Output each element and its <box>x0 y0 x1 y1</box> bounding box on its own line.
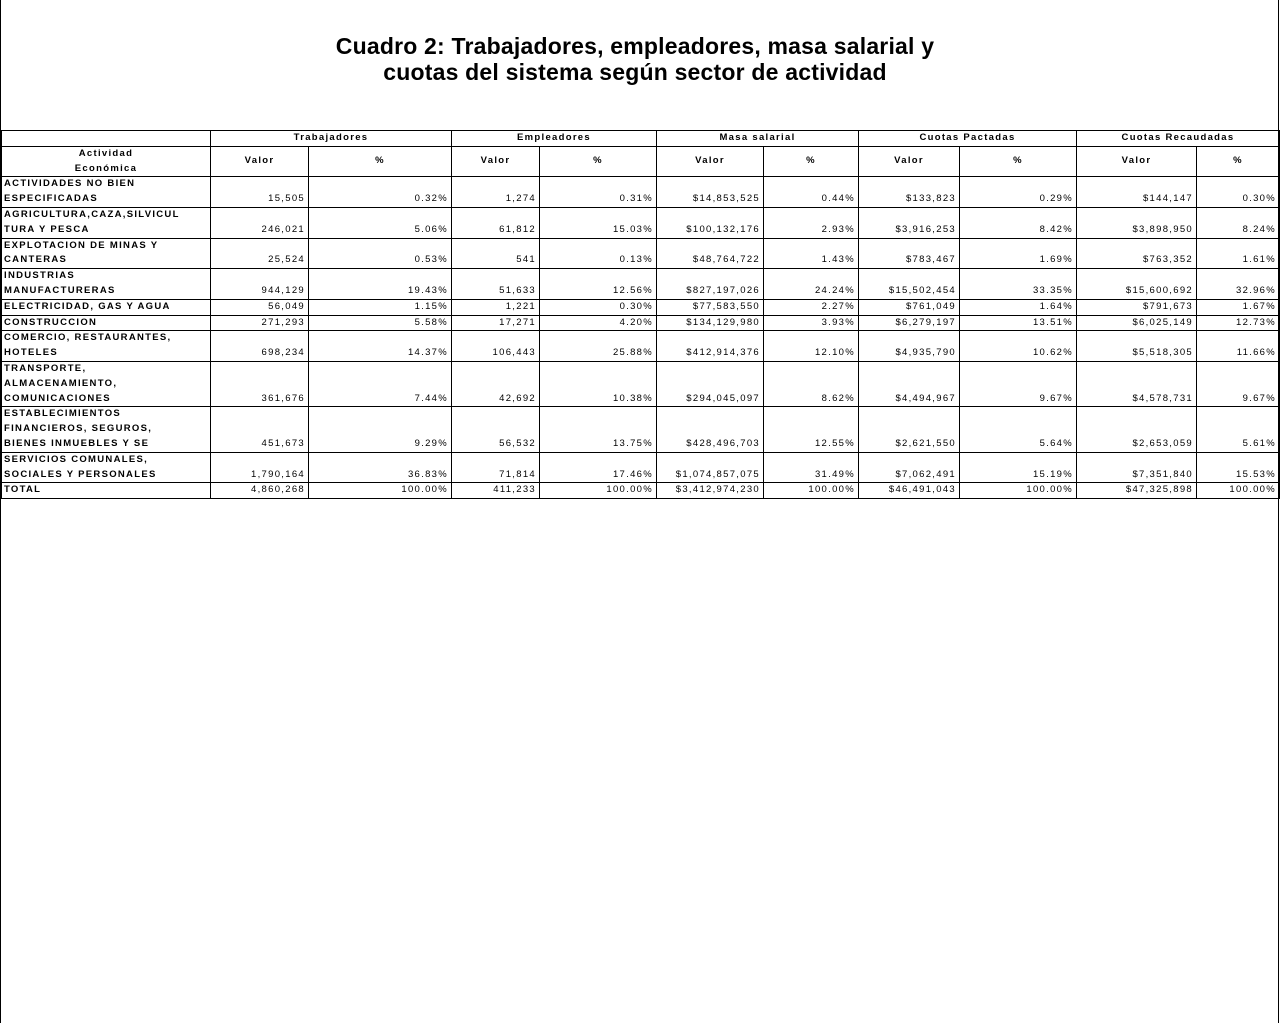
row-label-line: CANTERAS <box>4 254 68 266</box>
subheader-valor: Valor <box>452 146 540 177</box>
header-blank-cell <box>2 131 211 147</box>
row-label-line: FINANCIEROS, SEGUROS, <box>4 423 153 435</box>
table-row <box>2 483 1280 499</box>
value-cell: 42,692 <box>452 361 540 406</box>
table-row <box>2 315 1280 331</box>
percent-cell: 2.93% <box>764 207 859 238</box>
percent-cell: 1.61% <box>1197 238 1280 269</box>
percent-cell: 0.13% <box>540 238 657 269</box>
value-cell: 698,234 <box>211 331 309 362</box>
row-label-line: EXPLOTACION DE MINAS Y <box>4 239 159 251</box>
value-cell: $48,764,722 <box>657 238 764 269</box>
row-label <box>2 269 211 300</box>
header-actividad-line-1: Actividad <box>78 147 134 159</box>
value-cell: $2,621,550 <box>859 407 960 452</box>
value-cell: 541 <box>452 238 540 269</box>
row-label-line: ACTIVIDADES NO BIEN <box>4 178 136 190</box>
row-label-line: COMUNICACIONES <box>4 392 111 404</box>
value-cell: $100,132,176 <box>657 207 764 238</box>
row-label-line: ESPECIFICADAS <box>4 193 98 205</box>
table-row <box>2 238 1280 269</box>
subheader-valor: Valor <box>211 146 309 177</box>
value-cell: $3,898,950 <box>1077 207 1197 238</box>
row-label <box>2 452 211 483</box>
row-label-line: TOTAL <box>4 484 42 496</box>
row-label-line: TRANSPORTE, <box>4 362 87 374</box>
value-cell: 944,129 <box>211 269 309 300</box>
value-cell: $2,653,059 <box>1077 407 1197 452</box>
row-label <box>2 207 211 238</box>
value-cell: 1,790,164 <box>211 452 309 483</box>
data-table <box>1 130 1280 499</box>
percent-cell: 1.67% <box>1197 299 1280 315</box>
value-cell: 106,443 <box>452 331 540 362</box>
percent-cell: 12.56% <box>540 269 657 300</box>
percent-cell: 8.42% <box>960 207 1077 238</box>
header-empleadores: Empleadores <box>452 131 657 147</box>
row-label-line: TURA Y PESCA <box>4 223 90 235</box>
percent-cell: 11.66% <box>1197 331 1280 362</box>
percent-cell: 24.24% <box>764 269 859 300</box>
table-row <box>2 299 1280 315</box>
percent-cell: 13.51% <box>960 315 1077 331</box>
percent-cell: 31.49% <box>764 452 859 483</box>
percent-cell: 32.96% <box>1197 269 1280 300</box>
value-cell: $46,491,043 <box>859 483 960 499</box>
percent-cell: 19.43% <box>309 269 452 300</box>
row-label-line: BIENES INMUEBLES Y SE <box>4 437 150 449</box>
value-cell: 1,221 <box>452 299 540 315</box>
percent-cell: 2.27% <box>764 299 859 315</box>
row-label-line: SERVICIOS COMUNALES, <box>4 453 149 465</box>
value-cell: $294,045,097 <box>657 361 764 406</box>
percent-cell: 9.67% <box>1197 361 1280 406</box>
header-masa-salarial: Masa salarial <box>657 131 859 147</box>
value-cell: $1,074,857,075 <box>657 452 764 483</box>
percent-cell: 3.93% <box>764 315 859 331</box>
table-body <box>2 177 1280 499</box>
percent-cell: 1.69% <box>960 238 1077 269</box>
percent-cell: 0.44% <box>764 177 859 208</box>
value-cell: 246,021 <box>211 207 309 238</box>
percent-cell: 15.19% <box>960 452 1077 483</box>
percent-cell: 12.55% <box>764 407 859 452</box>
percent-cell: 0.30% <box>540 299 657 315</box>
value-cell: $133,823 <box>859 177 960 208</box>
percent-cell: 8.62% <box>764 361 859 406</box>
value-cell: 17,271 <box>452 315 540 331</box>
header-cuotas-recaudadas: Cuotas Recaudadas <box>1077 131 1280 147</box>
header-trabajadores: Trabajadores <box>211 131 452 147</box>
percent-cell: 0.31% <box>540 177 657 208</box>
value-cell: $827,197,026 <box>657 269 764 300</box>
row-label-line: COMERCIO, RESTAURANTES, <box>4 332 172 344</box>
row-label-line: ELECTRICIDAD, GAS Y AGUA <box>4 300 171 312</box>
row-label <box>2 407 211 452</box>
value-cell: 1,274 <box>452 177 540 208</box>
row-label-line: ESTABLECIMIENTOS <box>4 408 122 420</box>
percent-cell: 14.37% <box>309 331 452 362</box>
row-label-line: AGRICULTURA,CAZA,SILVICUL <box>4 208 180 220</box>
value-cell: $5,518,305 <box>1077 331 1197 362</box>
row-label-line: CONSTRUCCION <box>4 316 98 328</box>
percent-cell: 12.73% <box>1197 315 1280 331</box>
percent-cell: 5.64% <box>960 407 1077 452</box>
value-cell: $134,129,980 <box>657 315 764 331</box>
table-title-line-2: cuotas del sistema según sector de actividad <box>383 59 887 85</box>
value-cell: 25,524 <box>211 238 309 269</box>
table-row <box>2 452 1280 483</box>
percent-cell: 8.24% <box>1197 207 1280 238</box>
percent-cell: 36.83% <box>309 452 452 483</box>
subheader-valor: Valor <box>657 146 764 177</box>
value-cell: 51,633 <box>452 269 540 300</box>
percent-cell: 1.64% <box>960 299 1077 315</box>
percent-cell: 5.06% <box>309 207 452 238</box>
value-cell: $7,351,840 <box>1077 452 1197 483</box>
percent-cell: 25.88% <box>540 331 657 362</box>
subheader-pct: % <box>309 146 452 177</box>
row-label <box>2 331 211 362</box>
value-cell: 56,532 <box>452 407 540 452</box>
row-label-line: ALMACENAMIENTO, <box>4 377 118 389</box>
table-row <box>2 269 1280 300</box>
value-cell: $3,916,253 <box>859 207 960 238</box>
percent-cell: 7.44% <box>309 361 452 406</box>
value-cell: 271,293 <box>211 315 309 331</box>
value-cell: $14,853,525 <box>657 177 764 208</box>
value-cell: 61,812 <box>452 207 540 238</box>
group-header-row <box>2 131 1280 147</box>
percent-cell: 1.15% <box>309 299 452 315</box>
value-cell: $4,578,731 <box>1077 361 1197 406</box>
value-cell: $77,583,550 <box>657 299 764 315</box>
row-label <box>2 177 211 208</box>
table-row <box>2 177 1280 208</box>
percent-cell: 100.00% <box>960 483 1077 499</box>
header-actividad-economica <box>2 146 211 177</box>
percent-cell: 100.00% <box>764 483 859 499</box>
subheader-pct: % <box>540 146 657 177</box>
value-cell: $47,325,898 <box>1077 483 1197 499</box>
value-cell: $783,467 <box>859 238 960 269</box>
row-label <box>2 361 211 406</box>
subheader-pct: % <box>960 146 1077 177</box>
row-label <box>2 315 211 331</box>
percent-cell: 100.00% <box>309 483 452 499</box>
table-row <box>2 207 1280 238</box>
subheader-valor: Valor <box>859 146 960 177</box>
row-label <box>2 483 211 499</box>
value-cell: $4,494,967 <box>859 361 960 406</box>
percent-cell: 9.67% <box>960 361 1077 406</box>
value-cell: $412,914,376 <box>657 331 764 362</box>
value-cell: 411,233 <box>452 483 540 499</box>
value-cell: $791,673 <box>1077 299 1197 315</box>
percent-cell: 5.58% <box>309 315 452 331</box>
subheader-valor: Valor <box>1077 146 1197 177</box>
percent-cell: 4.20% <box>540 315 657 331</box>
percent-cell: 100.00% <box>540 483 657 499</box>
value-cell: $4,935,790 <box>859 331 960 362</box>
value-cell: 71,814 <box>452 452 540 483</box>
value-cell: $761,049 <box>859 299 960 315</box>
percent-cell: 10.38% <box>540 361 657 406</box>
value-cell: 361,676 <box>211 361 309 406</box>
table-row <box>2 361 1280 406</box>
percent-cell: 15.53% <box>1197 452 1280 483</box>
percent-cell: 10.62% <box>960 331 1077 362</box>
percent-cell: 33.35% <box>960 269 1077 300</box>
table-title-line-1: Cuadro 2: Trabajadores, empleadores, masa salarial y <box>335 33 935 59</box>
value-cell: 56,049 <box>211 299 309 315</box>
row-label-line: INDUSTRIAS <box>4 270 76 282</box>
row-label-line: MANUFACTURERAS <box>4 284 116 296</box>
value-cell: $763,352 <box>1077 238 1197 269</box>
subheader-pct: % <box>1197 146 1280 177</box>
value-cell: $6,025,149 <box>1077 315 1197 331</box>
value-cell: $144,147 <box>1077 177 1197 208</box>
value-cell: $15,502,454 <box>859 269 960 300</box>
percent-cell: 12.10% <box>764 331 859 362</box>
value-cell: $7,062,491 <box>859 452 960 483</box>
header-actividad-line-2: Económica <box>74 162 138 174</box>
row-label <box>2 238 211 269</box>
percent-cell: 0.30% <box>1197 177 1280 208</box>
percent-cell: 9.29% <box>309 407 452 452</box>
row-label <box>2 299 211 315</box>
row-label-line: SOCIALES Y PERSONALES <box>4 468 157 480</box>
table-row <box>2 407 1280 452</box>
value-cell: $428,496,703 <box>657 407 764 452</box>
percent-cell: 15.03% <box>540 207 657 238</box>
percent-cell: 13.75% <box>540 407 657 452</box>
table-row <box>2 331 1280 362</box>
percent-cell: 17.46% <box>540 452 657 483</box>
value-cell: $3,412,974,230 <box>657 483 764 499</box>
row-label-line: HOTELES <box>4 347 58 359</box>
subheader-pct: % <box>764 146 859 177</box>
value-cell: $15,600,692 <box>1077 269 1197 300</box>
value-cell: 451,673 <box>211 407 309 452</box>
percent-cell: 0.53% <box>309 238 452 269</box>
percent-cell: 100.00% <box>1197 483 1280 499</box>
percent-cell: 5.61% <box>1197 407 1280 452</box>
percent-cell: 0.32% <box>309 177 452 208</box>
value-cell: 4,860,268 <box>211 483 309 499</box>
header-cuotas-pactadas: Cuotas Pactadas <box>859 131 1077 147</box>
value-cell: $6,279,197 <box>859 315 960 331</box>
value-cell: 15,505 <box>211 177 309 208</box>
subheader-row <box>2 146 1280 177</box>
percent-cell: 0.29% <box>960 177 1077 208</box>
percent-cell: 1.43% <box>764 238 859 269</box>
